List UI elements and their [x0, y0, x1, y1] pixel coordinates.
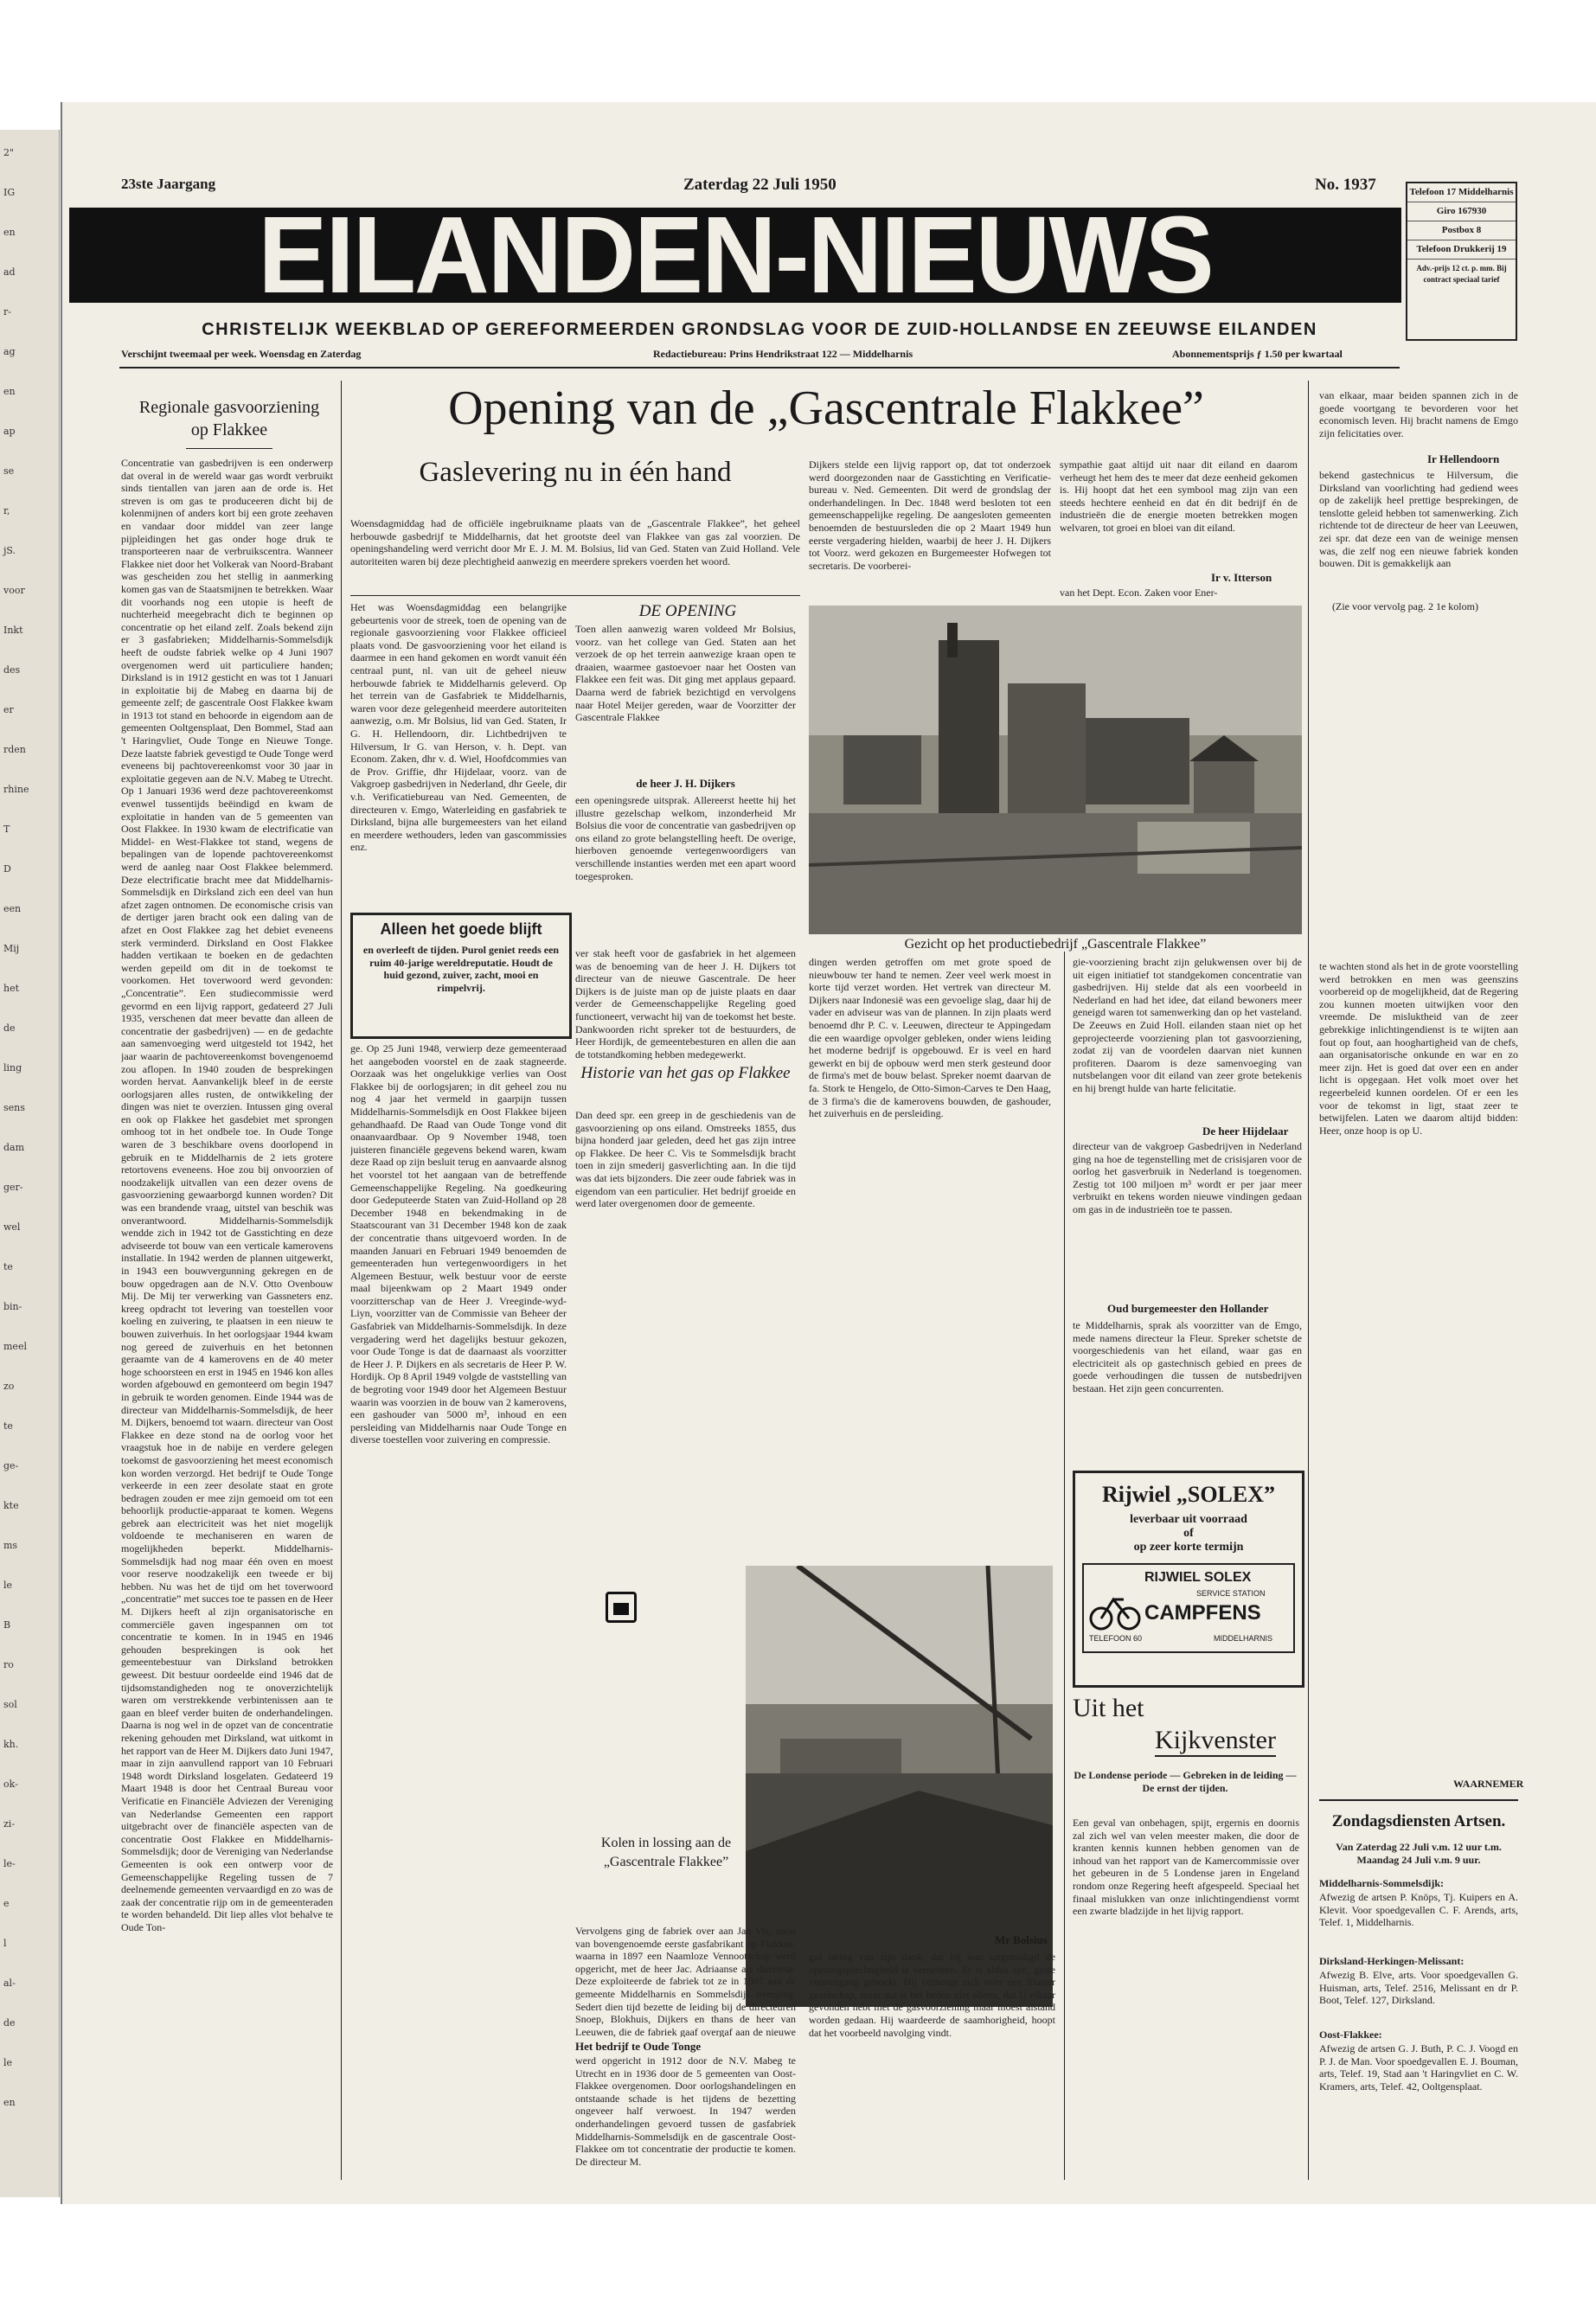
spine-fragment: 2" — [3, 147, 15, 158]
waarnemer-signature: WAARNEMER — [1453, 1778, 1524, 1790]
doctors-middelharnis: Afwezig de artsen P. Knöps, Tj. Kuipers en A. Klevit. Voor spoedgevallen C. F. Arends, arts, Telef. 1, Middelharnis. — [1319, 1891, 1518, 1929]
bolsius-head: Mr Bolsius — [995, 1933, 1048, 1946]
spine-fragment: meel — [3, 1341, 27, 1352]
solex-ad — [1073, 1471, 1304, 1688]
kijkvenster-body: Een geval van onbehagen, spijt, ergernis en doornis zal zich wel van velen meester maken, die door de kranten kennis kunnen hebben genomen van de inhoud van het rapport van de Kamercommissie over het gebeuren in de 5 Londense jaren in Engeland rondom onze Regering heeft afgespeeld. Speciaal het finaal mislukken van onze inlichtingendienst vormt een zwarte bladzijde in het lijvig rapport. — [1073, 1817, 1299, 1918]
lower-col-5: gie-voorziening bracht zijn gelukwensen over bij de uit eigen initiatief tot standgekomen concentratie van gasbedrijven. Hij stelde dat als een voorbeeld in Nederland en had het idee, dat eiland bewoners meer geneigd waren tot samenwerking dan op het vasteland. De Zeeuws en Zuid Holl. eilanden staan niet op het geprojecteerde voorziening plan tot gasvoorziening, zodat zij van de voordelen daarvan niet kunnen profiteren. Daarom is deze samenvoeging van nutsbelangen voor dit eiland van zeer grote betekenis en hij brengt hulde van harte felicitatie. — [1073, 956, 1302, 1094]
spine-fragment: ag — [3, 346, 16, 357]
purol-ad-title: Alleen het goede blijft — [380, 920, 542, 938]
spine-fragment: ling — [3, 1062, 22, 1074]
solex-service: SERVICE STATION — [1196, 1589, 1266, 1598]
spine-fragment: er — [3, 704, 14, 715]
historie-body: Dan deed spr. een greep in de geschiedenis van de gasvoorziening op ons eiland. Omstreeks 1855, dus bijna honderd jaar geleden, deed het gas zijn intree op Flakkee. De heer C. Vis te Sommelsdijk bracht toen in zijn smederij gasverlichting aan. In die tijd was dat iets bijzonders. Die zeer oude fabriek was in eigendom van een particulier. Het bedrijf groeide en werd later overgenomen door de gemeente. — [575, 1109, 796, 1210]
main-col-a: Het was Woensdagmiddag een belangrijke gebeurtenis voor de streek, toen de opening van de regionale gasvoorziening voor Flakkee officieel plaats vond. De gasvoorziening voor het eiland is daarmee in een hand gekomen en wordt vanuit één centraal punt, nl. van uit de geheel nieuw herbouwde fabriek te Middelharnis geleverd. Op het terrein van de Gasfabriek te Middelharnis, waren voor deze gelegenheid meerdere autoriteiten aanwezig, o.m. Mr Bolsius, lid van Ged. Staten, Ir G. H. Hellendoorn, dir. Lichtbedrijven te Hilversum, Ir G. van Herson, v. h. Dept. van Econom. Zaken, dhr v. d. Wiel, Hoofdcommies van de Prov. Griffie, dhr Hijdelaar, voorz. van de Vakgroep gasbedrijven in Nederland, dhr Geele, dir v.h. Verificatiebureau van Ned. Gemeenten, de directeuren v. Emgo, Waterleiding en gasfabriek te Dirksland, bijna alle burgemeesters van het eiland en meerdere wethouders, leden van gascommissies enz. — [350, 601, 567, 854]
itterson-head: Ir v. Itterson — [1211, 571, 1272, 584]
solex-brand: RIJWIEL SOLEX — [1144, 1570, 1252, 1585]
editorial-address: Redactiebureau: Prins Hendrikstraat 122 — Middelharnis — [653, 348, 913, 360]
spine-fragment: wel — [3, 1221, 21, 1233]
hellendoorn-body: bekend gastechnicus te Hilversum, die Dirksland van voorlichting had gediend wees op de zakelijk heel prettige besprekingen, de tenslotte geleid hebben tot samenwerking. Zich richtende tot de directeur de heer van Leeuwen, zei spr. dat deze een van de weinige mensen was, die zelf nog een nieuwe fabriek konden bouwen. Dit is gemakkelijk aan — [1319, 469, 1518, 570]
adjacent-page-spine — [0, 130, 60, 2197]
spine-fragment: rden — [3, 744, 26, 755]
infobox-ad-price: Adv.-prijs 12 ct. p. mm. Bij contract speciaal tarief — [1416, 264, 1507, 284]
spine-fragment: ger- — [3, 1182, 23, 1193]
spine-fragment: se — [3, 465, 15, 477]
purol-ad-body: en overleeft de tijden. Purol geniet reeds een ruim 40-jarige wereldreputatie. Houdt de huid gezond, zuiver, zacht, mooi en rimpelvrij. — [362, 944, 560, 994]
spine-fragment: D — [3, 863, 11, 875]
oude-tonge-head: Het bedrijf te Oude Tonge — [575, 2040, 702, 2053]
column-rule — [1308, 381, 1309, 2180]
spine-fragment: en — [3, 2097, 16, 2108]
spine-fragment: ok- — [3, 1779, 18, 1790]
duty-doctors-title: Zondagsdiensten Artsen. — [1331, 1812, 1506, 1830]
right-col-lower: te wachten stond als het in de grote voorstelling werd betrokken en men was geenszins voorbereid op de mogelijkheid, dat de Regering zou kunnen moeten uitwijken voor den vreemde. De misluktheid van de zeer gebrekkige inlichtingendienst is te wijten aan fout op fout, aan hooghartigheid van de chefs, aan organisatorische onkunde en war en zo meer zijn. Het is goed dat over een en ander licht is opgegaan. Het volk moet over het regeerbeleid kunnen oordelen. Of er een les voor de tekomst in ligt, staat zeer te betwijfelen. Laten we daarom altijd bidden: Heer, onze hoop is op U. — [1319, 960, 1518, 1137]
spine-fragment: ad — [3, 266, 16, 278]
spine-fragment: ge- — [3, 1460, 19, 1471]
header-rule — [119, 367, 1400, 369]
main-col-c: sympathie gaat altijd uit naar dit eiland en daarom verheugt het hem des te meer dat deze eenheid gekomen is. Hij hoopt dat het een symbool mag zijn van een steeds hechtere eenheid en dat én dit bedrijf én de industrieën die de energie moeten betrekken mogen welvaren, tot groei en bloei van dit eiland. — [1060, 458, 1298, 534]
left-article-title: Regionale gasvoorziening op Flakkee — [138, 398, 320, 439]
spine-fragment: des — [3, 664, 21, 676]
spine-fragment: r- — [3, 306, 11, 317]
spine-fragment: kte — [3, 1500, 19, 1511]
masthead-title: EILANDEN-NIEUWS — [258, 194, 1213, 317]
spine-fragment: B — [3, 1619, 11, 1631]
spine-fragment: le — [3, 1580, 13, 1591]
spine-fragment: kh. — [3, 1739, 19, 1750]
infobox-printer-phone: Telefoon Drukkerij 19 — [1407, 240, 1516, 260]
contact-infobox — [1406, 182, 1517, 341]
doctors-middelharnis-head: Middelharnis-Sommelsdijk: — [1319, 1877, 1445, 1889]
spine-fragment: ap — [3, 426, 16, 437]
spine-fragment: l — [3, 1938, 7, 1949]
column-rule — [1064, 952, 1065, 2180]
subscription-price: Abonnementsprijs ƒ 1.50 per kwartaal — [1172, 348, 1343, 360]
doctors-oost-flakkee: Afwezig de artsen G. J. Buth, P. C. J. Voogd en P. J. de Man. Voor spoedgevallen E. J. Bouman, arts, Telef. 19, Stad aan 't Haringvliet en C. W. Kramers, arts, Telef. 42, Ooltgensplaat. — [1319, 2042, 1518, 2093]
issue-number: No. 1937 — [1315, 176, 1376, 194]
main-headline: Opening van de „Gascentrale Flakkee” — [448, 381, 1204, 435]
solex-phone: TELEFOON 60 — [1089, 1634, 1143, 1643]
dijkers-head: de heer J. H. Dijkers — [636, 777, 735, 790]
spine-fragment: te — [3, 1261, 13, 1272]
kijkvenster-lead: De Londense periode — Gebreken in de leiding — De ernst der tijden. — [1074, 1769, 1297, 1794]
hijdelaar-head: De heer Hijdelaar — [1202, 1125, 1289, 1138]
lower-col-2: ver stak heeft voor de gasfabriek in het algemeen was de benoeming van de heer J. H. Dijkers tot directeur van de nieuwe Gascentrale. De heer Dijkers is de juiste man op de juiste plaats en daar verder de Gemeenschappelijke Regeling goed functioneert, verwacht hij van de toekomst het beste. Dankwoorden richt spreker tot de bestuurders, de Heer Hordijk, de gemeentebesturen en allen die aan de totstandkoming hebben medegewerkt. — [575, 947, 796, 1060]
solex-place: MIDDELHARNIS — [1214, 1634, 1273, 1643]
vervolg-body: Vervolgens ging de fabriek over aan Jan Vis, zoon van bovengenoemde eerste gasfabrikant op Flakkee, waarna in 1897 een Naamloze Vennootschap werd opgericht, met de heer Jac. Adriaanse als directeur. Deze exploiteerde de fabriek tot ze in 1907 aan de gemeente Middelharnis en Sommelsdijk overging. Sedert dien tijd bezette de leiding bij de directeuren Snoep, Blokhuis, Dijkers en thans de heer van Leeuwen, die de fabriek gaaf overgaf aan de nieuwe — [575, 1925, 796, 2037]
spine-fragment: de — [3, 1022, 16, 1034]
factory-photo-caption: Gezicht op het productiebedrijf „Gascentrale Flakkee” — [904, 937, 1207, 952]
doctors-dirksland-head: Dirksland-Herkingen-Melissant: — [1319, 1955, 1465, 1967]
spine-fragment: het — [3, 983, 20, 994]
issue-date: Zaterdag 22 Juli 1950 — [683, 176, 836, 194]
left-article-body: Concentratie van gasbedrijven is een onderwerp dat overal in de wereld waar gas wordt verbruikt sinds tientallen van jaren aan de orde is. Het streven is om gas te produceeren dicht bij de kolenmijnen of anders kort bij een grote zeehaven en vandaar door middel van zeer lange pijpleidingen het gas onder hoge druk te transporteeren naar de verbruikscentra. Wanneer Flakkee niet door het Volkerak van Noord-Brabant was gescheiden zou het stellig in aanmerking komen gas van de Staatsmijnen te betrekken. Waar dit voorhands nog een utopie is heeft de nuchterheid meegebracht dich te beginnen op concentratie op het eiland zelf. Zoals bekend zijn er 3 gasfabrieken; Middelharnis-Sommelsdijk heeft de oudste fabriek welke op 4 Juni 1907 overgenomen werd uit particuliere handen; Dirksland is in 1912 gesticht en was tot 1 Januari in exploitatie bij de Mabeg en daarna bij de gemeente zelf; de gascentrale Oost Flakkee kwam in 1913 tot stand en behoorde in eigendom aan de gemeenten Ooltgensplaat, Den Bommel, Stad aan 't Haringvliet, Oude Tonge en Nieuwe Tonge. Deze laatste fabriek gevestigd te Oude Tonge werd eveneens bij pachtovereenkomst voor 30 jaar in exploitatie gegeven aan de N.V. Mabeg te Utrecht. Op 1 Januari 1936 werd deze pachtovereenkomst evenwel tussentijds beëindigd en kwam de exploitatie in handen van de 5 gemeenten van Oost Flakkee. In 1930 kwam de electrificatie van Middel- en West-Flakkee tot stand, wegens de bepalingen van de lopende pachtovereenkomst werd de aanleg naar Oost Flakkee belemmerd. Deze electrificatie bracht mee dat Middelharnis-Sommelsdijk en Dirksland zich een deel van hun afzet zagen ontnomen. De economische crisis van de dertiger jaren bracht ook een daling van de afzet en Oost Flakkee zag het debiet eveneens sterk verminderd. Dirksland en Oost Flakkee hadden vertikaan te boeken en de gedachten werden gepeild om dit in de toekomst te voorkomen. Het toverwoord werd gevonden: „Concentratie”. Een studiecommissie werd gevormd en een lijvig rapport, gedateerd 27 Juli 1935, verschenen dat meer bevatte dan alleen de concentratie der gasbedrijven) — en de gedachte aan samenvoeging werd uitgesteld tot 1942, het jaar waarin de pachtovereenkomst bovengenoemd zou aflopen. In 1940 zouden de besprekingen worden hervat. Aanvankelijk bleef in de eerste oorlogsjaren alles rusten, de ontwikkeling der dingen was niet te overzien. Intussen ging overal en ook op Flakkee het gasdebiet met sprongen omhoog tot in het ondbele toe. In Oude Tonge waren de 3 beschikbare ovens doorlopend in gebruik en te Middelharnis de 2 iets grotere retortovens eveneens. Hoe zou bij onvoorzien of noodzakelijk uitvallen van een dezer ovens de gasvoorziening gewaarborgd kunnen worden? Dit was een brandende vraag, uitstel van beschik was onverantwoord. Middelharnis-Sommelsdijk wendde zich in 1942 tot de Gasstichting en deze adviseerde tot bouw van een verticale kamerovens installatie. In 1942 werden de plannen uitgewerkt, in 1943 een bouwvergunning gekregen en de bouw opgedragen aan de N.V. Otto Ovenbouw Mij. De Mij ter verwerking van Gassneters enz. kreeg opdracht tot levering van toestellen voor koeling en zuivering, te plaatsen in een nieuw te bouwen zuiverhuis. In het oorlogsjaar 1944 kwam nog gereed de zuiverhuis en het betonnen geraamte van de 4 kamerovens en de 40 meter hoge schoorsteen en erst in 1945 en 1946 kon alles worden afgebouwd en gemonteerd om begin 1947 in gebruik te worden genomen. Einde 1944 was de directeur van Middelharnis-Sommelsdijk, de heer M. Dijkers, benoemd tot waarn. directeur van Oost Flakkee en deze stond na de oorlog voor het vraagstuk hoe in de nabije en verdere gelegen toekomst de gasvoorziening het meest economisch kon worden verzorgd. Het bedrijf te Oude Tonge verkeerde in een zeer desolate staat en grote bedragen zouden er mee zijn gemoeid om tot een behoorlijk productie-apparaat te komen. Wegens gebrek aan electriciteit was het niet mogelijk voldoende te mechaniseren en waren de mogelijkheden beperkt. Middelharnis-Sommelsdijk had nog maar één oven en moest voor reserve noodzakelijk een tweede er bij hebben. Nu was het de tijd om het toverwoord „concentratie” met succes toe te passen en de Heer M. Dijkers heeft al zijn organisatorische en commerciële gaven ingespannen om tot concentratie te komen. In in 1945 en 1946 gehouden besprekingen is ook het gemeentebestuur van Dirksland betrokken geweest. Dit bestuur oordeelde eind 1946 dat de tijdsomstandigheden nog te onoverzichtelijk waren om verstrekkende verbintenissen aan te gaan en bleef verder buiten de onderhandelingen. Daarna is nog wel in de opzet van de concentratie rekening gehouden met Dirksland, wat uitkomt in het rapport van de Heer M. Dijkers dato Juni 1947, maar in zijn aanvullend rapport van 10 Februari 1948 wordt Dirksland losgelaten. Gedateerd 19 Maart 1948 is door het Centraal Bureau voor Verificatie en Financiële Adviezen der Vereniging van Nederlandse Gemeenten een rapport uitgebracht over de financiële aspecten van de concentratie Oost Flakkee en Middelharnis-Sommelsdijk; door de Vereniging van Nederlandse Gemeenten is ook een ontwerp voor de Gemeenschappelijke Regeling tussen de 7 deelnemende gemeenten vervaardigd en zo was de zaak der concentratie rijp om in de gemeenteraden te worden behandeld. Dit liep alles vlot behalve te Oude Ton- — [121, 457, 333, 1933]
spine-fragment: zo — [3, 1381, 15, 1392]
spine-fragment: zi- — [3, 1818, 16, 1830]
duty-doctors-sub: Van Zaterdag 22 Juli v.m. 12 uur t.m. Maandag 24 Juli v.m. 9 uur. — [1336, 1841, 1502, 1866]
spine-fragment: bin- — [3, 1301, 22, 1312]
masthead-subtitle: CHRISTELIJK WEEKBLAD OP GEREFORMEERDEN GRONDSLAG VOOR DE ZUID-HOLLANDSE EN ZEEUWSE EILANDEN — [202, 320, 1317, 339]
frequency-note: Verschijnt tweemaal per week. Woensdag en Zaterdag — [121, 348, 362, 360]
spine-fragment: e — [3, 1898, 10, 1909]
factory-photo — [809, 606, 1302, 934]
spine-fragment: sol — [3, 1699, 17, 1710]
main-lead: Woensdagmiddag had de officiële ingebruikname plaats van de „Gascentrale Flakkee”, het geheel herbouwde gasbedrijf te Middelharnis, dat het grootste deel van Flakkee van gas zal voorzien. De openingshandeling werd verricht door Mr E. J. M. M. Bolsius, lid van Ged. Staten van Zuid Holland. Vele autoriteiten waren bij deze plechtigheid aanwezig en meerdere sprekers voerden het woord. — [350, 517, 800, 567]
spine-fragment: dam — [3, 1142, 25, 1153]
spine-fragment: al- — [3, 1977, 16, 1989]
spine-fragment: IG — [3, 187, 16, 198]
spine-fragment: le — [3, 2057, 13, 2068]
spine-fragment: de — [3, 2017, 16, 2029]
dijkers-body: een openingsrede uitsprak. Allereerst heette hij het illustre gezelschap welkom, inzonderheid Mr Bolsius die voor de concentratie van gasbedrijven op ons eiland zo grote belangstelling heeft. De overige, hierboven genoemde vertegenwoordigers van verschillende instanties werden met een apart woord toegesproken. — [575, 794, 796, 882]
solex-logo — [1082, 1563, 1295, 1653]
kijkvenster-title-2: Kijkvenster — [1155, 1726, 1276, 1757]
spine-fragment: een — [3, 903, 22, 914]
spine-fragment: jS. — [3, 545, 16, 556]
lead-rule — [350, 595, 800, 596]
solex-line2: of — [1183, 1527, 1194, 1540]
spine-fragment: en — [3, 386, 16, 397]
spine-fragment: Inkt — [3, 625, 23, 636]
main-col-c-tail: van het Dept. Econ. Zaken voor Ener- — [1060, 586, 1218, 599]
spine-fragment: ro — [3, 1659, 14, 1670]
solex-ad-title: Rijwiel „SOLEX” — [1101, 1482, 1276, 1507]
masthead — [69, 194, 1401, 317]
main-col-b: Dijkers stelde een lijvig rapport op, dat tot onderzoek werd doorgezonden naar de Gasstichting en Verificatie-bureau v. Ned. Gemeenten. Dit werd de grondslag der onderhandelingen. In Dec. 1848 werd besloten tot een gemeenschappelijke regeling. De aangesloten gemeenten benoemden de bestuursleden die op 2 Maart 1949 hun eerste vergadering hielden, waarbij de heer J. H. Dijkers tot Voorz. werd gekozen en Burgemeester Hofwegen tot secretaris. De voorberei- — [809, 458, 1051, 572]
volume-label: 23ste Jaargang — [121, 176, 216, 192]
coal-photo-caption: Kolen in lossing aan de „Gascentrale Flakkee” — [600, 1836, 732, 1869]
paper-clip-icon-shape — [606, 1592, 637, 1623]
doctors-oost-flakkee-head: Oost-Flakkee: — [1319, 2029, 1382, 2041]
spine-fragment: voor — [3, 585, 25, 596]
bicycle-icon — [1089, 1584, 1141, 1636]
continued-note: (Zie voor vervolg pag. 2 1e kolom) — [1332, 600, 1478, 612]
lower-col-1: ge. Op 25 Juni 1948, verwierp deze gemeenteraad het aangeboden voorstel en de zaak stagneerde. Oorzaak was het ongelukkige verlies van Oost Flakkee bij de oorlogsjaren; in dit geheel zou nu nog 4 jaar het vermeld in gaarpijn tussen Middelharnis-Sommelsdijk en Oost Flakkee bijeen gehandhaafd. De Raad van Oude Tonge vond dit onaanvaardbaar. Op 9 November 1948, toen juisteren financiële gegevens bekend waren, kwam deze Raad op zijn besluit terug en aanvaarde alsnog het voorstel tot het aangaan van de betreffende Gemeenschappelijke Regeling. Na goedkeuring door Gedeputeerde Staten van Zuid-Holland op 28 December 1948 en bekendmaking in de Staatscourant van 31 December 1948 kon de zaak der concentratie thans uitgevoerd worden. In de maanden Januari en Februari 1949 benoemden de gemeenteraden hun vertegenwoordigers in het Algemeen Bestuur, welk bestuur voor de eerste maal bijeenkwam op 2 Maart 1949 onder voorzitterschap van de Heer J. Vreeginde-wyd-Liyn, voorzitter van de Commissie van Beheer der Gasfabriek van Middelharnis-Sommelsdijk. In deze vergadering werd het dagelijks bestuur gekozen, voor Oude Tonge is dat de daarnaast als voorzitter de Heer J. P. Dijkers en als secretaris de Heer P. W. Hordijk. Op 8 April 1949 volgde de vaststelling van de begroting voor 1949 door het Algemeen Bestuur waarin was voorzien in de bouw van 2 kamerovens, een gashouder van 5000 m³, inhoud en een persleiding van Middelharnis naar Oude Tonge en diverse toestellen voor zuivering en compressie. — [350, 1042, 567, 1446]
spine-fragment: le- — [3, 1858, 16, 1869]
paper-clip-icon — [606, 1592, 637, 1623]
spine-fragment: T — [3, 824, 10, 835]
hijdelaar-body: directeur van de vakgroep Gasbedrijven in Nederland ging na hoe de tegenstelling met de crisisjaren voor de oorlog het gasverbruik in Nederland is toegenomen. Zestig tot 100 miljoen m³ wordt er per jaar meer verbruikt en tekens worden nieuwe vindingen gedaan om gas in de industrieën toe te passen. — [1073, 1140, 1302, 1215]
solex-line3: op zeer korte termijn — [1133, 1541, 1244, 1554]
title-divider — [186, 448, 272, 449]
lower-col-4: dingen werden getroffen om met grote spoed de nieuwbouw ter hand te nemen. Zeer veel werk moest in korte tijd verzet worden. Het vertrek van directeur M. Dijkers naar Indonesië was een gevoelige slag, daar hij de vader en adviseur was van de plannen. In zijn plaats werd benoemd dhr P. C. v. Leeuwen, directeur te Appingedam die een waardige opvolger gebleken, onder wiens leiding het moderne bedrijf is opgebouwd. Er is veel en hard gewerkt en bij de opbouw werd men sterk gesteund door de firma's met de bouw belast. Spreker noemt daarvan de fa. Stork te Hengelo, de Otto-Simon-Carves te Den Haag, de 3 firma's die de kamerovens bouwden, de gashouder, het zuiverhuis en de persleiding. — [809, 956, 1051, 1120]
opening-section-head: DE OPENING — [638, 602, 737, 620]
column-rule — [341, 381, 342, 2180]
kijkvenster-title-1: Uit het — [1073, 1694, 1144, 1722]
hellendoorn-head: Ir Hellendoorn — [1427, 452, 1500, 465]
right-rule — [1319, 1799, 1518, 1801]
main-subheadline: Gaslevering nu in één hand — [419, 457, 732, 488]
spine-fragment: Mij — [3, 943, 20, 954]
emgo-head: Oud burgemeester den Hollander — [1107, 1302, 1269, 1315]
spine-fragment: en — [3, 227, 16, 238]
emgo-body: te Middelharnis, sprak als voorzitter van de Emgo, mede namens directeur la Fleur. Spreker schetste de voorgeschiedenis van het eiland, waar gas en electriciteit als op gastechnisch gebied en prees de goede verhoudingen die tussen de nutsbedrijven bestaan. Het zijn geen concurrenten. — [1073, 1319, 1302, 1394]
spine-fragment: te — [3, 1420, 13, 1432]
infobox-postbox: Postbox 8 — [1407, 221, 1516, 240]
infobox-giro: Giro 167930 — [1407, 202, 1516, 221]
solex-line1: leverbaar uit voorraad — [1130, 1513, 1247, 1526]
infobox-phone: Telefoon 17 Middelharnis — [1407, 183, 1516, 202]
oude-tonge-body: werd opgericht in 1912 door de N.V. Mabeg te Utrecht en in 1936 door de 5 gemeenten van Oost-Flakkee overgenomen. Door oorlogshandelingen en ontstaande schade is het tijdens de bezetting ongeveer half verwoest. In 1947 werden onderhandelingen gevoerd tussen de gasfabriek Middelharnis-Sommelsdijk en de gascentrale Oost-Flakkee om tot concentratie der productie te komen. De directeur M. — [575, 2054, 796, 2168]
lower-col-4b: gaf uiting van zijn dank, dat hij was uitgenodigd de openingsplechtigheid te verrichten. Er is aldus spr., grote vooruitgang geboekt. Hij verheugt zich over een illuster gezelschap, maar dat is het heden niet alleen, dat U elkaar gevonden hebt met de gasvoorziening maar moest alstand worden gedaan. Hij waardeerde de saamhorigheid, hoopt dat het voorbeeld navolging vindt. — [809, 1951, 1055, 2039]
purol-ad — [350, 913, 572, 1039]
spine-fragment: ms — [3, 1540, 18, 1551]
factory-photo-svg — [809, 606, 1302, 934]
opening-body: Toen allen aanwezig waren voldeed Mr Bolsius, voorz. van het college van Ged. Staten aan het verzoek de op het terrein aanwezige kraan open te draaien, waarmee gastoevoer naar het Oosten van Flakkee een feit was. Dit ging met applaus gepaard. Daarna werd de fabriek bezichtigd en vervolgens naar Hotel Meijer gereden, waar de Voorzitter der Gascentrale Flakkee — [575, 623, 796, 724]
doctors-dirksland: Afwezig B. Elve, arts. Voor spoedgevallen G. Huisman, arts, Telef. 2516, Melissant en dr P. Boot, Telef. 127, Dirksland. — [1319, 1969, 1518, 2007]
right-col-top: van elkaar, maar beiden spannen zich in de goede voortgang te bevorderen voor het economisch leven. Hij bracht namens de Emgo zijn felicitaties over. — [1319, 389, 1518, 439]
spine-fragment: rhine — [3, 784, 29, 795]
historie-head: Historie van het gas op Flakkee — [580, 1064, 791, 1082]
spine-fragment: r, — [3, 505, 10, 516]
solex-dealer: CAMPFENS — [1144, 1601, 1261, 1625]
spine-fragment: sens — [3, 1102, 25, 1113]
